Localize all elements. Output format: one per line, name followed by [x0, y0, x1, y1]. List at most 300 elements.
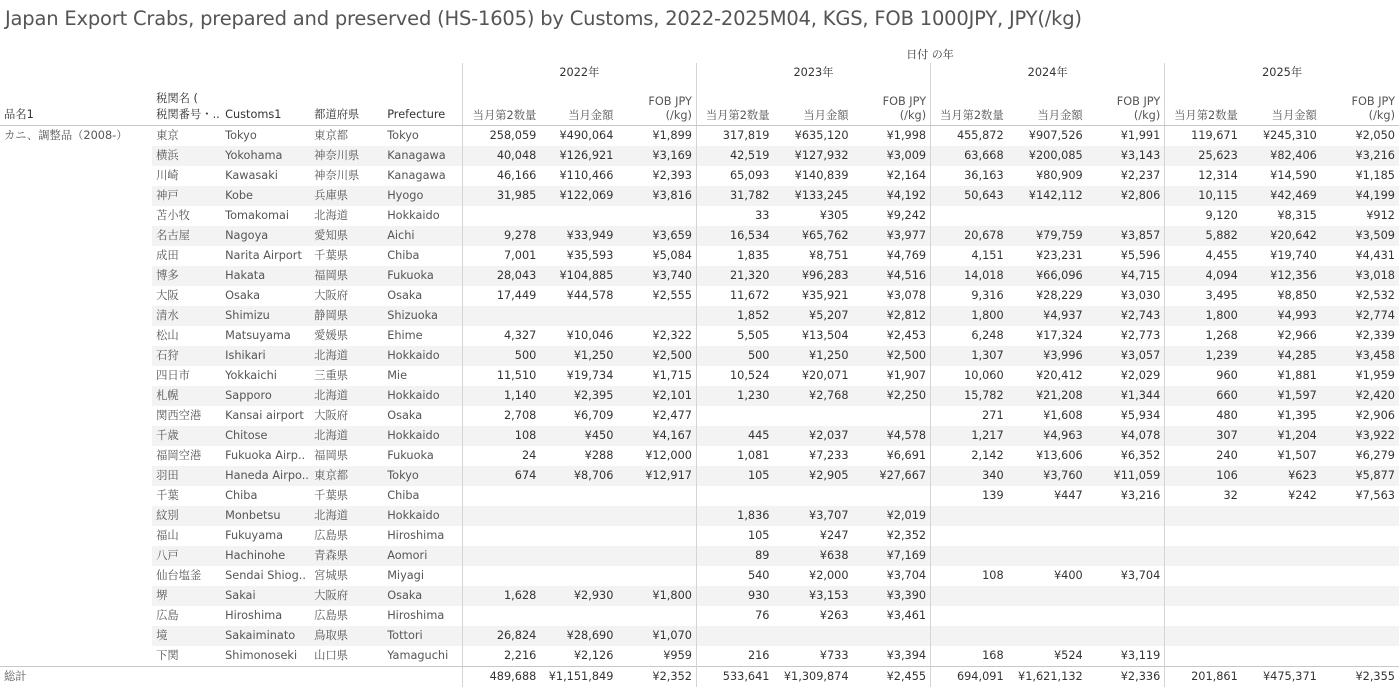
cell-amount: ¥35,921: [774, 286, 853, 306]
cell-fob: ¥1,185: [1321, 166, 1399, 186]
item-cell: [0, 146, 152, 166]
cell-amount: ¥6,709: [540, 406, 617, 426]
table-row: [0, 126, 1399, 147]
cell-quantity: 106: [1165, 466, 1242, 486]
cell-amount: ¥96,283: [774, 266, 853, 286]
cell-fob: ¥3,857: [1087, 226, 1165, 246]
prefecture-en-cell: Hiroshima: [383, 526, 462, 546]
cell-amount: ¥12,356: [1242, 266, 1321, 286]
cell-quantity: 139: [931, 486, 1008, 506]
cell-quantity: 4,455: [1165, 246, 1242, 266]
cell-quantity: 28,043: [462, 266, 540, 286]
cell-fob: [1321, 606, 1399, 626]
cell-quantity: 11,510: [462, 366, 540, 386]
cell-amount: [1242, 626, 1321, 646]
item-cell: [0, 386, 152, 406]
cell-fob: [1321, 566, 1399, 586]
cell-quantity: 1,268: [1165, 326, 1242, 346]
cell-fob: ¥2,050: [1321, 126, 1399, 147]
cell-fob: [1087, 206, 1165, 226]
cell-amount: ¥66,096: [1008, 266, 1087, 286]
customs-en-cell: Hakata: [221, 266, 310, 286]
prefecture-jp-cell: 青森県: [310, 546, 383, 566]
cell-amount: ¥242: [1242, 486, 1321, 506]
cell-amount: ¥65,762: [774, 226, 853, 246]
cell-quantity: [696, 486, 773, 506]
cell-quantity: 20,678: [931, 226, 1008, 246]
cell-quantity: 216: [696, 646, 773, 667]
customs-jp-cell: 横浜: [152, 146, 221, 166]
cell-quantity: 500: [696, 346, 773, 366]
cell-amount: ¥2,966: [1242, 326, 1321, 346]
cell-quantity: 119,671: [1165, 126, 1242, 147]
cell-quantity: 24: [462, 446, 540, 466]
fob-header-line2: (/kg): [1325, 109, 1395, 123]
customs-jp-cell: 福山: [152, 526, 221, 546]
cell-quantity: 31,985: [462, 186, 540, 206]
customs-jp-cell: 川崎: [152, 166, 221, 186]
item-cell: カニ、調整品（2008-）: [0, 126, 152, 147]
prefecture-jp-cell: 神奈川県: [310, 166, 383, 186]
cell-amount: [1008, 586, 1087, 606]
cell-fob: ¥1,899: [617, 126, 696, 147]
cell-amount: [774, 406, 853, 426]
table-row: [0, 606, 1399, 626]
fob-header-line1: FOB JPY: [1325, 95, 1395, 109]
cell-quantity: [931, 206, 1008, 226]
cell-fob: ¥4,167: [617, 426, 696, 446]
customs-jp-cell: 関西空港: [152, 406, 221, 426]
prefecture-en-cell: Hokkaido: [383, 346, 462, 366]
cell-quantity: 4,151: [931, 246, 1008, 266]
customs-en-cell: Kansai airport: [221, 406, 310, 426]
customs-jp-cell: 松山: [152, 326, 221, 346]
customs-en-cell: Fukuoka Airp..: [221, 446, 310, 466]
cell-amount: ¥490,064: [540, 126, 617, 147]
cell-amount: ¥1,507: [1242, 446, 1321, 466]
cell-quantity: 25,623: [1165, 146, 1242, 166]
cell-amount: [1242, 586, 1321, 606]
cell-fob: [853, 486, 931, 506]
cell-quantity: 258,059: [462, 126, 540, 147]
cell-amount: ¥2,768: [774, 386, 853, 406]
cell-fob: ¥4,078: [1087, 426, 1165, 446]
cell-fob: ¥12,000: [617, 446, 696, 466]
cell-fob: ¥3,390: [853, 586, 931, 606]
customs-en-cell: Kobe: [221, 186, 310, 206]
item-cell: [0, 546, 152, 566]
total-cell-quantity: 533,641: [696, 667, 773, 687]
year-header: 2022年: [462, 63, 696, 83]
table-row: [0, 266, 1399, 286]
prefecture-jp-cell: 神奈川県: [310, 146, 383, 166]
page-title: Japan Export Crabs, prepared and preserved (HS-1605) by Customs, 2022-2025M04, KGS, FOB 1000JPY, JPY(/kg): [5, 7, 1082, 30]
item-cell: [0, 266, 152, 286]
cell-fob: ¥1,715: [617, 366, 696, 386]
prefecture-jp-cell: 宮城県: [310, 566, 383, 586]
cell-quantity: 14,018: [931, 266, 1008, 286]
customs-en-cell: Sakai: [221, 586, 310, 606]
customs-en-cell: Matsuyama: [221, 326, 310, 346]
prefecture-jp-cell: 北海道: [310, 206, 383, 226]
cell-quantity: 4,327: [462, 326, 540, 346]
cell-quantity: 7,001: [462, 246, 540, 266]
prefecture-en-column-header: Prefecture: [383, 83, 462, 126]
cell-fob: ¥2,164: [853, 166, 931, 186]
prefecture-jp-cell: 愛媛県: [310, 326, 383, 346]
item-cell: [0, 166, 152, 186]
cell-quantity: 40,048: [462, 146, 540, 166]
cell-fob: ¥2,029: [1087, 366, 1165, 386]
cell-amount: ¥2,126: [540, 646, 617, 667]
cell-fob: ¥2,101: [617, 386, 696, 406]
cell-amount: ¥19,734: [540, 366, 617, 386]
cell-amount: ¥126,921: [540, 146, 617, 166]
cell-fob: ¥6,279: [1321, 446, 1399, 466]
cell-amount: ¥3,760: [1008, 466, 1087, 486]
cell-fob: ¥3,458: [1321, 346, 1399, 366]
table-row: [0, 546, 1399, 566]
prefecture-en-cell: Osaka: [383, 406, 462, 426]
total-cell-amount: ¥1,309,874: [774, 667, 853, 687]
item-cell: [0, 486, 152, 506]
cell-quantity: 1,835: [696, 246, 773, 266]
cell-fob: [617, 506, 696, 526]
cell-quantity: 9,278: [462, 226, 540, 246]
item-cell: [0, 626, 152, 646]
item-cell: [0, 646, 152, 667]
cell-amount: ¥44,578: [540, 286, 617, 306]
fob-header-line2: (/kg): [857, 109, 927, 123]
cell-fob: ¥4,199: [1321, 186, 1399, 206]
cell-amount: [1008, 526, 1087, 546]
cell-fob: ¥3,740: [617, 266, 696, 286]
prefecture-en-cell: Miyagi: [383, 566, 462, 586]
cell-amount: [540, 486, 617, 506]
cell-quantity: 36,163: [931, 166, 1008, 186]
cell-quantity: 26,824: [462, 626, 540, 646]
table-row: [0, 186, 1399, 206]
total-cell-amount: ¥475,371: [1242, 667, 1321, 687]
cell-amount: ¥20,412: [1008, 366, 1087, 386]
cell-amount: ¥524: [1008, 646, 1087, 667]
cell-amount: ¥23,231: [1008, 246, 1087, 266]
cell-quantity: 445: [696, 426, 773, 446]
cell-amount: ¥4,963: [1008, 426, 1087, 446]
prefecture-en-cell: Hyogo: [383, 186, 462, 206]
fob-header-line1: FOB JPY: [1091, 95, 1161, 109]
cell-fob: ¥3,057: [1087, 346, 1165, 366]
cell-fob: ¥2,773: [1087, 326, 1165, 346]
cell-fob: ¥1,907: [853, 366, 931, 386]
cell-amount: ¥623: [1242, 466, 1321, 486]
customs-jp-cell: 神戸: [152, 186, 221, 206]
cell-amount: [1242, 566, 1321, 586]
table-row: [0, 306, 1399, 326]
customs-column-header: [152, 83, 221, 126]
cell-fob: ¥2,453: [853, 326, 931, 346]
cell-fob: ¥4,769: [853, 246, 931, 266]
cell-quantity: 10,115: [1165, 186, 1242, 206]
table-row: [0, 506, 1399, 526]
cell-amount: [1008, 626, 1087, 646]
measure-header-qty: 当月第2数量: [1165, 83, 1242, 126]
cell-amount: [540, 506, 617, 526]
cell-amount: ¥245,310: [1242, 126, 1321, 147]
cell-fob: ¥3,119: [1087, 646, 1165, 667]
cell-quantity: 10,060: [931, 366, 1008, 386]
prefecture-jp-cell: 広島県: [310, 526, 383, 546]
cell-amount: ¥17,324: [1008, 326, 1087, 346]
customs-jp-cell: 八戸: [152, 546, 221, 566]
cell-quantity: 65,093: [696, 166, 773, 186]
cell-quantity: 105: [696, 526, 773, 546]
cell-quantity: 11,672: [696, 286, 773, 306]
customs-en-cell: Fukuyama: [221, 526, 310, 546]
cell-amount: ¥21,208: [1008, 386, 1087, 406]
cell-quantity: 455,872: [931, 126, 1008, 147]
customs-jp-cell: 下関: [152, 646, 221, 667]
cell-fob: ¥2,500: [853, 346, 931, 366]
cell-quantity: 9,120: [1165, 206, 1242, 226]
cell-quantity: [696, 406, 773, 426]
cell-fob: ¥2,477: [617, 406, 696, 426]
cell-amount: ¥8,315: [1242, 206, 1321, 226]
table-row: [0, 626, 1399, 646]
table-row: [0, 346, 1399, 366]
cell-fob: [1087, 586, 1165, 606]
cell-amount: ¥4,993: [1242, 306, 1321, 326]
cell-quantity: 960: [1165, 366, 1242, 386]
year-header-row: [0, 63, 1399, 83]
cell-amount: ¥28,690: [540, 626, 617, 646]
prefecture-jp-cell: 東京都: [310, 126, 383, 147]
cell-quantity: [931, 506, 1008, 526]
prefecture-en-cell: Ehime: [383, 326, 462, 346]
prefecture-en-cell: Chiba: [383, 246, 462, 266]
cell-amount: ¥20,642: [1242, 226, 1321, 246]
cell-quantity: 105: [696, 466, 773, 486]
cell-amount: ¥10,046: [540, 326, 617, 346]
year-header: 2025年: [1165, 63, 1399, 83]
table-row: [0, 326, 1399, 346]
cell-amount: ¥19,740: [1242, 246, 1321, 266]
cell-fob: ¥3,216: [1321, 146, 1399, 166]
cell-amount: ¥3,153: [774, 586, 853, 606]
cell-quantity: [931, 526, 1008, 546]
cell-fob: ¥3,394: [853, 646, 931, 667]
item-cell: [0, 506, 152, 526]
cell-fob: [1087, 626, 1165, 646]
cell-fob: ¥27,667: [853, 466, 931, 486]
cell-amount: ¥200,085: [1008, 146, 1087, 166]
prefecture-en-cell: Mie: [383, 366, 462, 386]
cell-quantity: 89: [696, 546, 773, 566]
customs-jp-cell: 千葉: [152, 486, 221, 506]
cell-fob: ¥2,339: [1321, 326, 1399, 346]
cell-fob: [617, 566, 696, 586]
cell-fob: ¥5,877: [1321, 466, 1399, 486]
prefecture-jp-cell: 北海道: [310, 386, 383, 406]
cell-quantity: [931, 626, 1008, 646]
cell-quantity: [462, 546, 540, 566]
cell-quantity: 32: [1165, 486, 1242, 506]
customs-en-cell: Shimonoseki: [221, 646, 310, 667]
cell-amount: ¥263: [774, 606, 853, 626]
cell-quantity: 4,094: [1165, 266, 1242, 286]
cell-fob: ¥1,991: [1087, 126, 1165, 147]
cell-fob: ¥912: [1321, 206, 1399, 226]
cell-amount: ¥1,881: [1242, 366, 1321, 386]
cell-amount: ¥288: [540, 446, 617, 466]
year-header: 2023年: [696, 63, 930, 83]
cell-fob: [853, 406, 931, 426]
item-cell: [0, 406, 152, 426]
cell-quantity: 17,449: [462, 286, 540, 306]
cell-fob: ¥2,420: [1321, 386, 1399, 406]
prefecture-jp-cell: 広島県: [310, 606, 383, 626]
prefecture-en-cell: Fukuoka: [383, 446, 462, 466]
cell-amount: [774, 626, 853, 646]
cell-fob: ¥1,800: [617, 586, 696, 606]
cell-amount: ¥1,250: [774, 346, 853, 366]
cell-fob: ¥6,352: [1087, 446, 1165, 466]
cell-quantity: 16,534: [696, 226, 773, 246]
cell-quantity: 1,800: [931, 306, 1008, 326]
table-row: [0, 146, 1399, 166]
cell-quantity: 660: [1165, 386, 1242, 406]
table-row: [0, 226, 1399, 246]
cell-fob: [1087, 526, 1165, 546]
cell-fob: ¥3,461: [853, 606, 931, 626]
cell-amount: ¥33,949: [540, 226, 617, 246]
cell-fob: ¥1,344: [1087, 386, 1165, 406]
table-row: [0, 566, 1399, 586]
cell-quantity: 12,314: [1165, 166, 1242, 186]
cell-quantity: 31,782: [696, 186, 773, 206]
customs-jp-cell: 四日市: [152, 366, 221, 386]
cell-quantity: 108: [931, 566, 1008, 586]
cell-fob: ¥2,555: [617, 286, 696, 306]
cell-fob: ¥3,816: [617, 186, 696, 206]
customs-en-cell: Nagoya: [221, 226, 310, 246]
cell-quantity: [462, 566, 540, 586]
customs-header-line2: 税関番号・..: [156, 107, 217, 123]
cell-amount: [1008, 546, 1087, 566]
measure-header-fob: [617, 83, 696, 126]
cell-quantity: 42,519: [696, 146, 773, 166]
cell-quantity: 1,628: [462, 586, 540, 606]
cell-quantity: [1165, 626, 1242, 646]
prefecture-jp-cell: 福岡県: [310, 266, 383, 286]
cell-amount: ¥20,071: [774, 366, 853, 386]
cell-fob: ¥3,659: [617, 226, 696, 246]
customs-jp-cell: 成田: [152, 246, 221, 266]
cell-fob: ¥2,500: [617, 346, 696, 366]
customs-jp-cell: 石狩: [152, 346, 221, 366]
prefecture-jp-cell: 大阪府: [310, 406, 383, 426]
fob-header-line1: FOB JPY: [857, 95, 927, 109]
item-cell: [0, 206, 152, 226]
cell-amount: [774, 486, 853, 506]
customs-jp-cell: 清水: [152, 306, 221, 326]
fob-header-line2: (/kg): [621, 109, 692, 123]
cell-fob: ¥4,578: [853, 426, 931, 446]
customs-jp-cell: 紋別: [152, 506, 221, 526]
cell-quantity: 2,708: [462, 406, 540, 426]
cell-amount: [1242, 526, 1321, 546]
cell-fob: [853, 626, 931, 646]
cell-amount: [1242, 646, 1321, 667]
cell-fob: ¥1,070: [617, 626, 696, 646]
cell-amount: ¥1,250: [540, 346, 617, 366]
prefecture-en-cell: Osaka: [383, 586, 462, 606]
cell-quantity: [931, 546, 1008, 566]
cell-quantity: 21,320: [696, 266, 773, 286]
customs-en-cell: Narita Airport: [221, 246, 310, 266]
prefecture-en-cell: Yamaguchi: [383, 646, 462, 667]
customs-jp-cell: 千歳: [152, 426, 221, 446]
measure-header-amount: 当月金額: [774, 83, 853, 126]
prefecture-en-cell: Kanagawa: [383, 146, 462, 166]
cell-amount: [540, 306, 617, 326]
cell-fob: [1087, 546, 1165, 566]
customs-header-line1: 税関名 (: [156, 91, 217, 107]
cell-fob: ¥3,030: [1087, 286, 1165, 306]
cell-fob: ¥3,216: [1087, 486, 1165, 506]
cell-quantity: 10,524: [696, 366, 773, 386]
cell-amount: ¥8,706: [540, 466, 617, 486]
cell-quantity: 33: [696, 206, 773, 226]
customs-en-cell: Monbetsu: [221, 506, 310, 526]
cell-amount: ¥122,069: [540, 186, 617, 206]
customs-en-cell: Sapporo: [221, 386, 310, 406]
cell-quantity: 2,216: [462, 646, 540, 667]
cell-amount: ¥2,905: [774, 466, 853, 486]
cell-fob: ¥7,169: [853, 546, 931, 566]
cell-amount: ¥110,466: [540, 166, 617, 186]
measure-header-qty: 当月第2数量: [696, 83, 773, 126]
cell-fob: [617, 606, 696, 626]
measure-header-amount: 当月金額: [540, 83, 617, 126]
cell-quantity: [462, 606, 540, 626]
measure-header-fob: [853, 83, 931, 126]
cell-fob: ¥2,019: [853, 506, 931, 526]
customs-en-cell: Sakaiminato: [221, 626, 310, 646]
prefecture-en-cell: Fukuoka: [383, 266, 462, 286]
cell-amount: ¥80,909: [1008, 166, 1087, 186]
cell-fob: ¥2,812: [853, 306, 931, 326]
cell-fob: ¥2,322: [617, 326, 696, 346]
cell-quantity: 271: [931, 406, 1008, 426]
cell-amount: ¥400: [1008, 566, 1087, 586]
cell-fob: ¥3,977: [853, 226, 931, 246]
prefecture-jp-cell: 北海道: [310, 426, 383, 446]
cell-fob: [617, 486, 696, 506]
item-cell: [0, 326, 152, 346]
cell-fob: ¥12,917: [617, 466, 696, 486]
cell-quantity: 1,836: [696, 506, 773, 526]
cell-quantity: [1165, 586, 1242, 606]
total-cell-quantity: 201,861: [1165, 667, 1242, 687]
cell-fob: ¥5,934: [1087, 406, 1165, 426]
cell-quantity: 1,217: [931, 426, 1008, 446]
cell-amount: ¥8,751: [774, 246, 853, 266]
item-cell: [0, 426, 152, 446]
item-cell: [0, 246, 152, 266]
cell-quantity: 3,495: [1165, 286, 1242, 306]
total-cell-fob: ¥2,352: [617, 667, 696, 687]
